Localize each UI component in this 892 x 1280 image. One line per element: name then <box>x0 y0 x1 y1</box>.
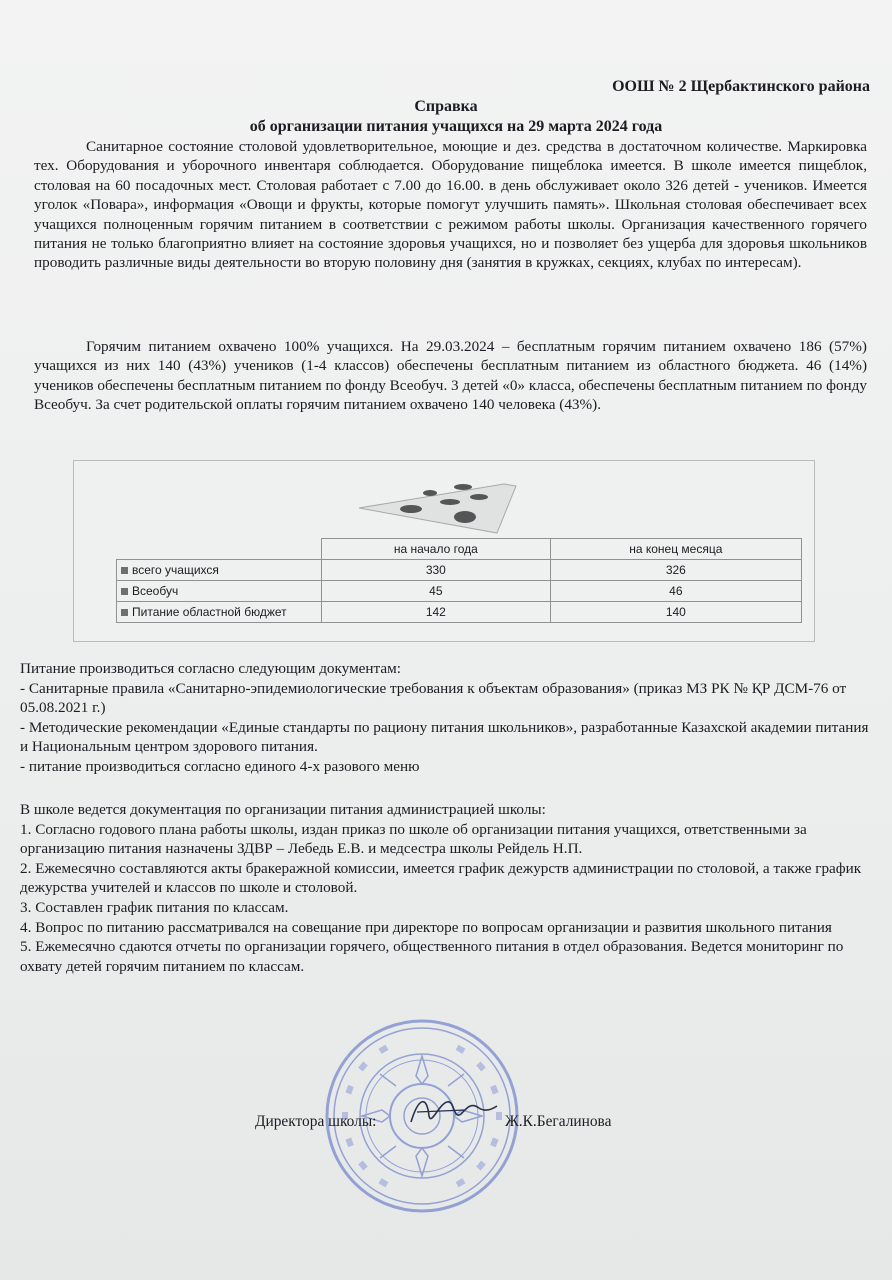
document-subtitle: об организации питания учащихся на 29 марта 2024 года <box>249 118 663 135</box>
legend-square-icon <box>121 567 128 574</box>
table-cell: 45 <box>322 581 551 602</box>
list-item: 2. Ежемесячно составляются акты бракеражной комиссии, имеется график дежурств администрации по столовой, а также график дежурства учителей и классов по школе и столовой. <box>20 859 862 897</box>
chart-mark <box>400 505 422 513</box>
list-item: 4. Вопрос по питанию рассматривался на совещание при директоре по вопросам организации и развития школьного питания <box>20 918 832 936</box>
signature-name: Ж.К.Бегалинова <box>505 1113 612 1130</box>
chart-mark <box>423 490 437 496</box>
list-item: 1. Согласно годового плана работы школы, издан приказ по школе об организации питания учащихся, ответственными за организацию питания назначены ЗДВР – Лебедь Е.В. и медсестра школы Рейдель Н.П. <box>20 820 807 858</box>
chart-mark <box>470 494 488 500</box>
documents-intro: Питание производиться согласно следующим документам: <box>20 660 401 677</box>
chart-mark <box>440 499 460 505</box>
signature-role: Директора школы: <box>255 1113 377 1130</box>
table-cell: 140 <box>550 602 801 623</box>
table-row <box>117 560 802 581</box>
table-cell: 326 <box>550 560 801 581</box>
data-table <box>116 538 802 623</box>
row-label: Всеобуч <box>132 584 179 598</box>
column-header: на начало года <box>322 539 551 560</box>
paragraph-hot-meals: Горячим питанием охвачено 100% учащихся. На 29.03.2024 – бесплатным горячим питанием охвачено 186 (57%) учащихся из них 140 (43%) учеников (1-4 классов) обеспечены бесплатным питанием из областного бюджета. 46 (14%) учеников обеспечены бесплатным питанием по фонду Всеобуч. 3 детей «0» класса, обеспечены бесплатным питанием по фонду Всеобуч. За счет родительской оплаты горячим питанием охвачено 140 человека (43%). <box>34 338 867 414</box>
list-item: 3. Составлен график питания по классам. <box>20 898 289 916</box>
school-name: ООШ № 2 Щербактинского района <box>612 78 870 95</box>
list-item: 5. Ежемесячно сдаются отчеты по организации горячего, общественного питания в отдел образования. Ведется мониторинг по охвату детей горячим питанием по классам. <box>20 938 844 975</box>
chart-mark <box>454 484 472 490</box>
legend-square-icon <box>121 609 128 616</box>
row-label: всего учащихся <box>132 563 219 577</box>
chart-3d-plot-area <box>74 461 814 541</box>
chart-table <box>73 460 815 642</box>
table-row <box>117 581 802 602</box>
documents-section <box>20 659 875 777</box>
signature-scribble-icon <box>405 1092 500 1132</box>
list-item: - Санитарные правила «Санитарно-эпидемиологические требования к объектам образования» (приказ МЗ РК № ҚР ДСМ-76 от 05.08.2021 г.) <box>20 679 847 717</box>
legend-square-icon <box>121 588 128 595</box>
table-cell: 142 <box>322 602 551 623</box>
administration-intro: В школе ведется документация по организации питания администрацией школы: <box>20 801 546 818</box>
chart-plot-floor <box>359 484 516 533</box>
table-cell: 46 <box>550 581 801 602</box>
column-header: на конец месяца <box>550 539 801 560</box>
table-row <box>117 602 802 623</box>
document-title: Справка <box>414 98 478 115</box>
table-header-row <box>117 539 802 560</box>
list-item: - питание производиться согласно единого 4-х разового меню <box>20 757 420 775</box>
paragraph-sanitary: Санитарное состояние столовой удовлетворительное, моющие и дез. средства в достаточном количестве. Маркировка тех. Оборудования и уборочного инвентаря соблюдается. Оборудование пищеблока имеется. В школе имеется пищеблок, столовая на 60 посадочных мест. Столовая работает с 7.00 до 16.00. в день обслуживает около 326 детей - учеников. Имеется уголок «Повара», информация «Овощи и фрукты, которые помогут улучшить память». Школьная столовая обеспечивает всех учащихся полноценным горячим питанием в соответствии с режимом работы школы. Организация качественного горячего питания не только благоприятно влияет на состояние здоровья учащихся, но и позволяет без ущерба для здоровья школьников проводить различные виды деятельности во вторую половину дня (занятия в кружках, секциях, клубах по интересам). <box>34 138 867 272</box>
administration-section <box>20 800 875 976</box>
row-label: Питание областной бюджет <box>132 605 287 619</box>
chart-mark <box>454 511 476 523</box>
table-cell: 330 <box>322 560 551 581</box>
list-item: - Методические рекомендации «Единые стандарты по рациону питания школьников», разработанные Казахской академии питания и Национальным центром здорового питания. <box>20 718 869 756</box>
